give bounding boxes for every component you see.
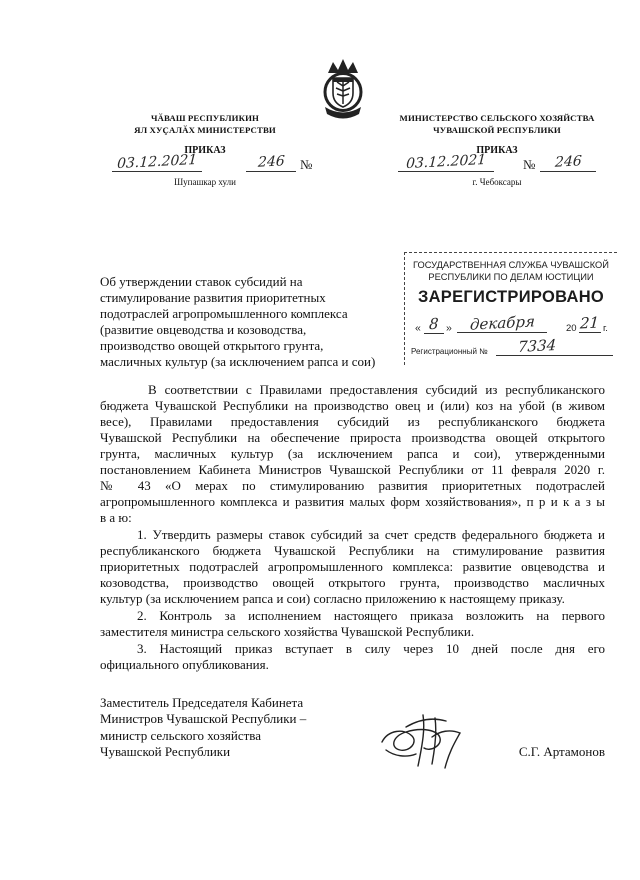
stamp-year-suffix [579,314,601,333]
stamp-month-text: декабря [469,312,535,334]
date-left [112,153,202,172]
item-3-line: 3. Настоящий приказ вступает в силу через 10 дней после дня его [137,641,605,656]
preamble-line: агропромышленного комплекса и развития малых форм хозяйствования», п р и к а з ы [100,494,605,509]
signatory-position-line: Заместитель Председателя Кабинета [100,695,304,710]
stamp-status: ЗАРЕГИСТРИРОВАНО [417,288,605,306]
stamp-reg-number-text: 7334 [517,335,557,357]
preamble-line: постановлением Кабинета Министров Чувашской Республики от 11 февраля 2020 г. [100,462,605,477]
stamp-quote-close: » [446,322,452,334]
header-left [95,112,315,136]
stamp-year-prefix: 20 [566,323,577,334]
preamble-line: весе), Правилами предоставления субсидий из республиканского бюджета [100,414,605,429]
number-left [246,153,296,172]
title-line: подотраслей агропромышленного комплекса [100,306,348,321]
date-right [398,153,494,172]
stamp-line2: РЕСПУБЛИКИ ПО ДЕЛАМ ЮСТИЦИИ [428,272,594,282]
handwritten-signature-icon [378,706,468,774]
item-2-line: заместителя министра сельского хозяйства Чувашской Республики. [100,624,475,639]
signatory-position-line: Министров Чувашской Республики – [100,711,307,727]
item-1-line: козоводства, производство овощей открытого грунта, производство масличных [100,575,605,590]
stamp-month [457,314,547,333]
stamp-day [424,315,444,334]
header-left-line1: ЧӐВАШ РЕСПУБЛИКИН [151,113,259,123]
stamp-line1: ГОСУДАРСТВЕННАЯ СЛУЖБА ЧУВАШСКОЙ [413,260,609,270]
stamp-day-text: 8 [428,314,440,334]
number-left-text: 246 [257,153,285,171]
preamble-line: Чувашской Республики на обеспечение прироста производства овощей открытого [100,430,605,445]
title-line: производство овощей открытого грунта, [100,338,324,353]
document-title [100,274,400,370]
title-line: (развитие овцеводства и козоводства, [100,322,307,337]
title-line: Об утверждении ставок субсидий на [100,274,303,289]
document-body [100,382,605,674]
header-right [382,112,612,136]
preamble-paragraph [100,382,605,526]
signatory-position [100,695,360,760]
preamble-line: грунта, масличных культур (за исключением рапса и сои), утвержденными [100,446,605,461]
stamp-year-unit: г. [603,323,608,334]
title-line: стимулирование развития приоритетных [100,290,326,305]
item-1-line: приоритетных подотраслей агропромышленного комплекса: развитие овцеводства и [100,559,605,574]
preamble-line: № 43 «О мерах по стимулированию развития приоритетных подотраслей [100,478,605,493]
preamble-line: бюджета Чувашской Республики на производство овец и (или) коз на убой (в живом [100,398,605,413]
number-sign-left: № [300,157,313,172]
title-line: масличных культур (за исключением рапса и сои) [100,354,376,369]
header-right-line2: ЧУВАШСКОЙ РЕСПУБЛИКИ [433,125,561,135]
city-right: г. Чебоксары [472,177,522,187]
registration-stamp [404,252,617,365]
item-1-paragraph [100,527,605,607]
item-1-line: 1. Утвердить размеры ставок субсидий за счет средств федерального бюджета и [137,527,605,542]
item-2-line: 2. Контроль за исполнением настоящего приказа возложить на первого [137,608,605,623]
doc-type-left: ПРИКАЗ [184,145,226,156]
item-3-line: официального опубликования. [100,657,269,672]
preamble-line: В соответствии с Правилами предоставления субсидий из республиканского [148,382,605,397]
doc-type-right: ПРИКАЗ [476,145,518,156]
signatory-position-line: министр сельского хозяйства [100,727,262,743]
number-right-text: 246 [554,153,582,171]
header-right-line1: МИНИСТЕРСТВО СЕЛЬСКОГО ХОЗЯЙСТВА [399,113,595,123]
item-2-paragraph [100,608,605,640]
signatory-position-line: Чувашской Республики [100,743,231,759]
stamp-year-suffix-text: 21 [579,313,601,333]
city-left: Шупашкар хули [174,177,236,187]
header-left-line2: ЯЛ ХУҪАЛӐХ МИНИСТЕРСТВИ [134,125,276,135]
stamp-reg-label: Регистрационный № [411,347,488,356]
date-right-text: 03.12.2021 [405,151,487,173]
number-right [540,153,596,172]
stamp-reg-number [496,337,613,356]
item-3-paragraph [100,641,605,673]
coat-of-arms-icon [320,58,366,120]
date-left-text: 03.12.2021 [116,151,198,173]
preamble-line: в а ю: [100,510,132,525]
item-1-line: республиканского бюджета Чувашской Республики на стимулирование развития [100,543,605,558]
stamp-quote-open: « [415,322,421,334]
number-sign-right: № [523,157,536,172]
signatory-name: С.Г. Артамонов [518,744,605,759]
item-1-line: культур (за исключением рапса и сои) согласно приложению к настоящему приказу. [100,591,565,606]
